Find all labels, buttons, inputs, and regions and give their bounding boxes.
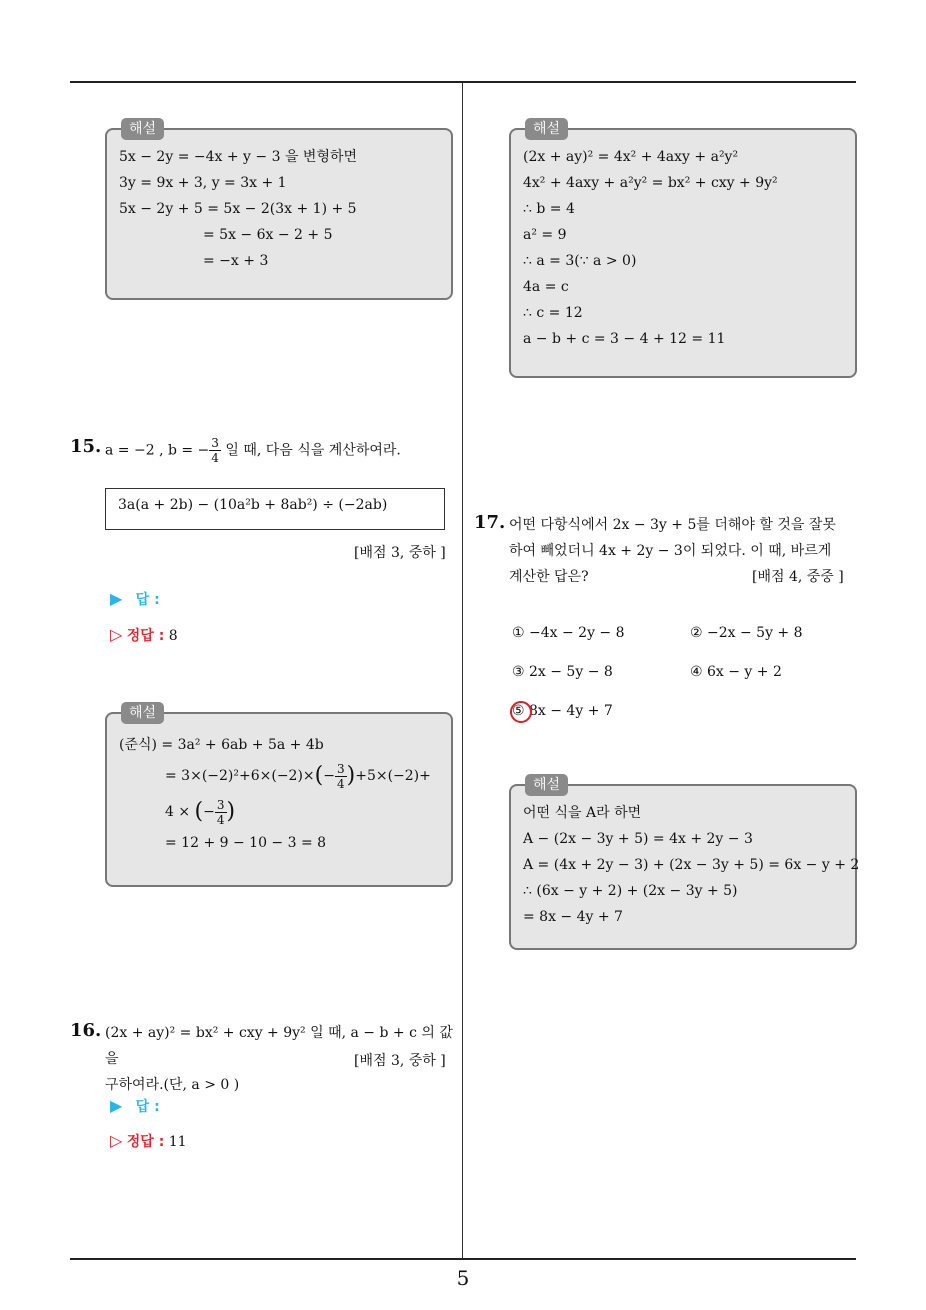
solution-line: 5x − 2y + 5 = 5x − 2(3x + 1) + 5 [119, 201, 357, 217]
solution-line: 3y = 9x + 3, y = 3x + 1 [119, 175, 287, 191]
choice-4[interactable]: ④ 6x − y + 2 [690, 664, 782, 680]
answer-row-15: ▶ 답 : [110, 589, 160, 608]
q15-text-pre: a = −2 , b = − [105, 442, 210, 459]
score-16: [배점 3, 중하 ] [354, 1053, 446, 1069]
answer-row-16: ▶ 답 : [110, 1096, 160, 1115]
solution-line: = 12 + 9 − 10 − 3 = 8 [165, 835, 327, 851]
solution-line: 어떤 식을 A라 하면 [523, 805, 642, 821]
solution-line: a² = 9 [523, 227, 567, 243]
solution-line: ∴ (6x − y + 2) + (2x − 3y + 5) [523, 883, 738, 899]
choice-3[interactable]: ③ 2x − 5y − 8 [512, 664, 613, 680]
triangle-outline-icon: ▷ [110, 625, 123, 644]
solution-tag: 해설 [121, 702, 164, 724]
solution-line: = 8x − 4y + 7 [523, 909, 623, 925]
solution-line: 5x − 2y = −4x + y − 3 을 변형하면 [119, 149, 358, 165]
solution-tag: 해설 [121, 118, 164, 140]
score-17: [배점 4, 중중 ] [752, 569, 844, 585]
solution-line: = 3×(−2)²+6×(−2)×(− $\frac{3}{4}$ )+5×(−2)+ [165, 761, 431, 791]
solution-line: A = (4x + 2y − 3) + (2x − 3y + 5) = 6x − y + 2 [523, 857, 860, 873]
expression-box-15: 3a(a + 2b) − (10a²b + 8ab²) ÷ (−2ab) [105, 488, 445, 530]
page-number: 5 [456, 1266, 470, 1290]
bottom-rule [70, 1258, 856, 1260]
solution-line: 4x² + 4axy + a²y² = bx² + cxy + 9y² [523, 175, 778, 191]
solution-box-17 [509, 777, 860, 950]
solution-tag: 해설 [525, 118, 568, 140]
question-number-17: 17. [474, 512, 506, 533]
solution-line: = −x + 3 [203, 253, 269, 269]
correct-answer-row-16: ▷ 정답 : 11 [110, 1131, 187, 1150]
question-text-17: 어떤 다항식에서 2x − 3y + 5를 더해야 할 것을 잘못 하여 빼었더니 4x + 2y − 3이 되었다. 이 때, 바르게 계산한 답은? [509, 517, 836, 585]
solution-box-16 [509, 121, 857, 378]
solution-line: = 5x − 6x − 2 + 5 [203, 227, 333, 243]
choice-5[interactable]: ⑤ 8x − 4y + 7 [512, 703, 613, 719]
solution-box-15 [105, 705, 453, 887]
question-text-15 [105, 436, 401, 465]
correct-answer-row-15: ▷ 정답 : 8 [110, 625, 178, 644]
solution-tag: 해설 [525, 774, 568, 796]
answer-circle-mark [510, 701, 532, 723]
play-icon: ▶ [110, 1096, 123, 1115]
solution-line: a − b + c = 3 − 4 + 12 = 11 [523, 331, 726, 347]
choice-2[interactable]: ② −2x − 5y + 8 [690, 625, 803, 641]
question-number-15: 15. [70, 436, 102, 457]
solution-line: (준식) = 3a² + 6ab + 5a + 4b [119, 737, 324, 753]
column-divider [462, 83, 463, 1258]
question-number-16: 16. [70, 1020, 102, 1041]
solution-line: A − (2x − 3y + 5) = 4x + 2y − 3 [523, 831, 753, 847]
choice-1[interactable]: ① −4x − 2y − 8 [512, 625, 625, 641]
solution-line: 4a = c [523, 279, 569, 295]
solution-line: ∴ a = 3(∵ a > 0) [523, 253, 637, 269]
q15-text-post: 일 때, 다음 식을 계산하여라. [220, 442, 401, 459]
solution-line: ∴ c = 12 [523, 305, 583, 321]
play-icon: ▶ [110, 589, 123, 608]
question-text-16: (2x + ay)² = bx² + cxy + 9y² 일 때, a − b + c 의 값을 구하여라.(단, a > 0 ) [105, 1025, 453, 1093]
solution-line: ∴ b = 4 [523, 201, 575, 217]
triangle-outline-icon: ▷ [110, 1131, 123, 1150]
top-rule [70, 81, 856, 83]
score-15: [배점 3, 중하 ] [354, 545, 446, 561]
fraction: $\frac{3}{4}$ [211, 436, 219, 465]
solution-line: (2x + ay)² = 4x² + 4axy + a²y² [523, 149, 739, 165]
solution-box-14 [105, 121, 453, 300]
solution-line: 4 × (− $\frac{3}{4}$ ) [165, 797, 236, 827]
